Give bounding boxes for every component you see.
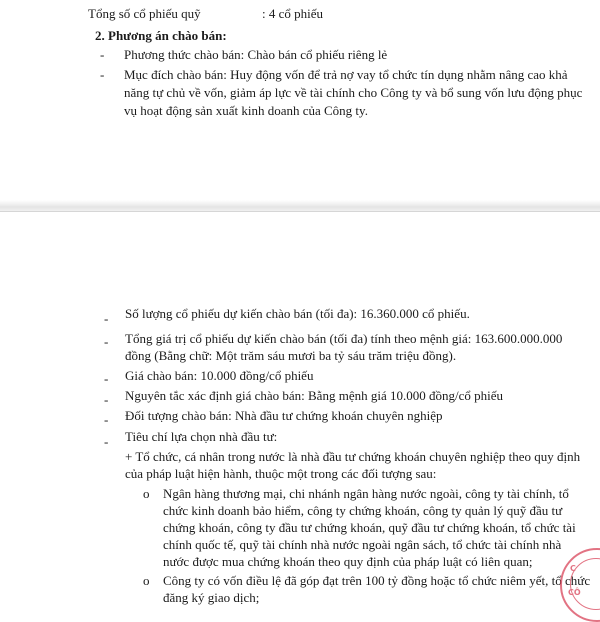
company-seal <box>560 548 600 622</box>
criteria-heading: Tiêu chí lựa chọn nhà đầu tư: <box>125 429 278 444</box>
purpose-line-2: năng tự chủ về vốn, giảm áp lực về tài chính cho Công ty và bổ sung vốn lưu động phục <box>124 85 583 100</box>
criteria-intro-line-2: của pháp luật hiện hành, thuộc một trong các đối tượng sau: <box>125 466 437 481</box>
sub-item-1-line-4: chính quốc tế, quỹ tài chính nhà nước ngoài ngân sách, tổ chức tài chính nhà <box>163 537 562 552</box>
treasury-shares-label: Tổng số cổ phiếu quỹ <box>88 6 201 21</box>
sub-item-2-line-1: Công ty có vốn điều lệ đã góp đạt trên 100 tỷ đồng hoặc tổ chức niêm yết, tổ chức <box>163 573 591 588</box>
bullet-dash: - <box>100 67 105 82</box>
sub-item-2-line-2: đăng ký giao dịch; <box>163 590 260 605</box>
offering-target: Đối tượng chào bán: Nhà đầu tư chứng khoán chuyên nghiệp <box>125 408 443 423</box>
bullet-circle: o <box>143 486 150 501</box>
section-heading: 2. Phương án chào bán: <box>95 28 227 43</box>
seal-text-top: C <box>570 564 576 573</box>
bullet-dash: - <box>104 434 109 449</box>
criteria-intro-line-1: + Tổ chức, cá nhân trong nước là nhà đầu tư chứng khoán chuyên nghiệp theo quy định <box>125 449 581 464</box>
offering-quantity: Số lượng cổ phiếu dự kiến chào bán (tối đa): 16.360.000 cổ phiếu. <box>125 306 470 321</box>
sub-item-1-line-1: Ngân hàng thương mại, chi nhánh ngân hàng nước ngoài, công ty tài chính, tổ <box>163 486 569 501</box>
sub-item-1-line-5: nước được mua chứng khoán theo quy định của pháp luật có liên quan; <box>163 554 533 569</box>
treasury-shares-value: : 4 cổ phiếu <box>262 6 324 21</box>
bullet-dash: - <box>104 412 109 427</box>
purpose-line-3: vụ hoạt động sản xuất kinh doanh của Công ty. <box>124 103 368 118</box>
bullet-dash: - <box>104 311 109 326</box>
total-value-line-2: đồng (Bằng chữ: Một trăm sáu mươi ba tỷ sáu trăm triệu đồng). <box>125 348 457 363</box>
bullet-dash: - <box>104 392 109 407</box>
pricing-principle: Nguyên tắc xác định giá chào bán: Bằng mệnh giá 10.000 đồng/cổ phiếu <box>125 388 503 403</box>
total-value-line-1: Tổng giá trị cổ phiếu dự kiến chào bán (tối đa) tính theo mệnh giá: 163.600.000.000 <box>125 331 563 346</box>
page-break-edge <box>0 211 600 212</box>
offering-method: Phương thức chào bán: Chào bán cổ phiếu riêng lẻ <box>124 47 388 62</box>
purpose-line-1: Mục đích chào bán: Huy động vốn để trả nợ vay tổ chức tín dụng nhằm nâng cao khả <box>124 67 568 82</box>
bullet-dash: - <box>100 47 105 62</box>
sub-item-1-line-3: chứng khoán, công ty đầu tư chứng khoán, quỹ đầu tư chứng khoán, tổ chức tài <box>163 520 576 535</box>
bullet-dash: - <box>104 371 109 386</box>
seal-text-bottom: CÔ <box>568 588 581 597</box>
bullet-dash: - <box>104 334 109 349</box>
offering-price: Giá chào bán: 10.000 đồng/cổ phiếu <box>125 368 314 383</box>
bullet-circle: o <box>143 573 150 588</box>
sub-item-1-line-2: chức kinh doanh bảo hiểm, công ty chứng khoán, công ty quản lý quỹ đầu tư <box>163 503 563 518</box>
